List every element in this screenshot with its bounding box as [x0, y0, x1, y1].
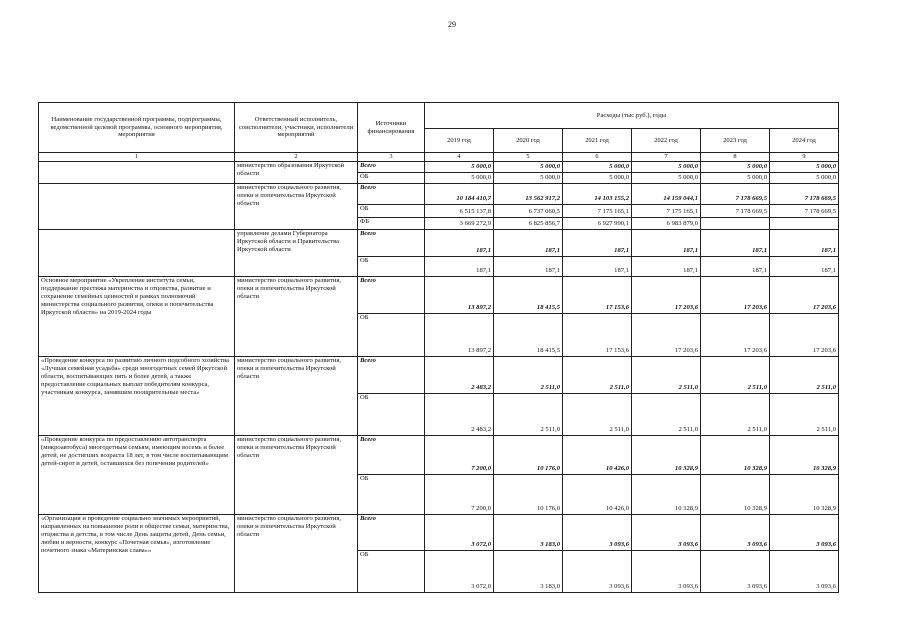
expense-value: 7 175 165,1	[563, 205, 632, 218]
expense-value: 7 175 165,1	[632, 205, 701, 218]
expense-value: 6 983 879,0	[632, 218, 701, 230]
measure-name: Основное мероприятие «Укрепление института семьи, поддержание престижа материнства и отцовства, развитие и сохранение семейных ценностей в рамках полномочий министерства социального развития, опеки и попечительства Иркутской области» на 2019-2024 годы	[39, 277, 235, 357]
expense-value: 17 153,6	[563, 314, 632, 357]
expense-value: 17 203,6	[632, 277, 701, 314]
expense-value: 7 200,0	[425, 475, 494, 515]
expense-value: 3 093,6	[770, 515, 839, 551]
expense-value: 2 511,0	[770, 394, 839, 436]
table-row	[39, 162, 839, 173]
expense-value: 187,1	[494, 230, 563, 257]
expense-value: 5 000,0	[770, 162, 839, 173]
expense-value: 3 093,6	[701, 515, 770, 551]
expense-value: 187,1	[701, 257, 770, 277]
expense-value: 6 515 137,8	[425, 205, 494, 218]
expense-value: 7 200,0	[425, 436, 494, 475]
expense-value: 5 000,0	[701, 162, 770, 173]
expense-value: 10 328,9	[632, 475, 701, 515]
funding-source: ОБ	[358, 205, 425, 218]
expense-value: 5 000,0	[701, 173, 770, 184]
expense-value: 2 511,0	[632, 357, 701, 394]
column-index: 3	[358, 153, 425, 162]
expense-value: 2 483,2	[425, 357, 494, 394]
expense-value: 17 203,6	[701, 277, 770, 314]
executor-name: управление делами Губернатора Иркутской области и Правительства Иркутской области	[235, 230, 358, 277]
executor-name: министерство социального развития, опеки и попечительства Иркутской области	[235, 515, 358, 593]
expense-value: 5 000,0	[563, 173, 632, 184]
funding-source: ОБ	[358, 173, 425, 184]
expense-value: 5 000,0	[632, 162, 701, 173]
table-row	[39, 436, 839, 475]
expense-value: 7 178 669,5	[770, 184, 839, 205]
funding-source: ОБ	[358, 551, 425, 593]
expense-value: 2 483,2	[425, 394, 494, 436]
expense-value: 5 000,0	[770, 173, 839, 184]
header-name: Наименование государственной программы, подпрограммы, ведомственной целевой программы, основного мероприятия, мероприятия	[39, 103, 235, 153]
expense-value: 6 737 060,5	[494, 205, 563, 218]
executor-name: министерство социального развития, опеки и попечительства Иркутской области	[235, 277, 358, 357]
expense-value: 17 153,6	[563, 277, 632, 314]
expense-value: 5 000,0	[494, 173, 563, 184]
column-index: 7	[632, 153, 701, 162]
expense-value: 3 093,6	[563, 515, 632, 551]
expense-value: 14 103 155,2	[563, 184, 632, 205]
expense-value: 10 328,9	[701, 475, 770, 515]
expense-value: 7 178 669,5	[701, 205, 770, 218]
expense-value: 10 176,0	[494, 436, 563, 475]
column-index: 9	[770, 153, 839, 162]
expense-value: 187,1	[563, 257, 632, 277]
measure-name: «Проведение конкурса по развитию личного подсобного хозяйства «Лучшая семейная усадьба» среди многодетных семей Иркутской области, воспитывающих пять и более детей, а также предоставление социальных выплат победителям конкурса, участникам конкурса, занявшим поощрительные места»	[39, 357, 235, 436]
measure-name	[39, 162, 235, 184]
expense-value: 5 000,0	[425, 173, 494, 184]
expenses-table	[38, 102, 839, 593]
expense-value: 18 415,5	[494, 277, 563, 314]
page-number: 29	[448, 20, 456, 29]
column-index: 4	[425, 153, 494, 162]
executor-name: министерство образования Иркутской области	[235, 162, 358, 184]
funding-source: ОБ	[358, 314, 425, 357]
expense-value: 6 927 990,1	[563, 218, 632, 230]
expense-value: 2 511,0	[494, 394, 563, 436]
executor-name: министерство социального развития, опеки и попечительства Иркутской области	[235, 436, 358, 515]
table-row	[39, 357, 839, 394]
expense-value: 3 183,0	[494, 515, 563, 551]
expense-value: 2 511,0	[563, 394, 632, 436]
expense-value: 17 203,6	[632, 314, 701, 357]
measure-name	[39, 184, 235, 230]
funding-source: ОБ	[358, 257, 425, 277]
expense-value: 10 426,0	[563, 436, 632, 475]
expense-value: 3 183,0	[494, 551, 563, 593]
expense-value: 187,1	[632, 230, 701, 257]
expense-value: 10 328,9	[770, 436, 839, 475]
measure-name: «Организация и проведение социально значимых мероприятий, направленных на повышение роли в обществе семьи, материнства, отцовства и детства, в том числе День защиты детей, День семьи, любви и верности, конкурс «Почетная семья», изготовление почетного знака «Материнская слава»»	[39, 515, 235, 593]
expense-value: 187,1	[425, 257, 494, 277]
expense-value: 2 511,0	[701, 357, 770, 394]
expense-value: 3 093,6	[632, 551, 701, 593]
expense-value: 14 159 044,1	[632, 184, 701, 205]
expense-value: 10 184 410,7	[425, 184, 494, 205]
funding-source: Всего	[358, 357, 425, 394]
expense-value: 2 511,0	[632, 394, 701, 436]
table-row	[39, 184, 839, 205]
expense-value: 187,1	[770, 230, 839, 257]
expense-value: 187,1	[770, 257, 839, 277]
expense-value: 3 093,6	[701, 551, 770, 593]
expense-value	[701, 218, 770, 230]
column-index: 5	[494, 153, 563, 162]
measure-name	[39, 230, 235, 277]
funding-source: ФБ	[358, 218, 425, 230]
expense-value: 2 511,0	[770, 357, 839, 394]
expense-value: 7 178 669,5	[770, 205, 839, 218]
expense-value: 3 093,6	[632, 515, 701, 551]
expense-value: 187,1	[425, 230, 494, 257]
year-header: 2021 год	[563, 129, 632, 153]
funding-source: Всего	[358, 230, 425, 257]
expense-value: 5 000,0	[425, 162, 494, 173]
funding-source: Всего	[358, 162, 425, 173]
funding-source: ОБ	[358, 394, 425, 436]
expense-value: 187,1	[701, 230, 770, 257]
expense-value: 17 203,6	[770, 314, 839, 357]
table-row	[39, 230, 839, 257]
measure-name: «Проведение конкурса по предоставлению автотранспорта (микроавтобуса) многодетным семьям, имеющим восемь и более детей, не достигших возраста 18 лет, в том числе воспитывающим детей-сирот и детей, оставшихся без попечения родителей»	[39, 436, 235, 515]
expense-value: 5 000,0	[563, 162, 632, 173]
expense-value: 13 562 917,2	[494, 184, 563, 205]
expense-value: 187,1	[563, 230, 632, 257]
expense-value: 2 511,0	[701, 394, 770, 436]
year-header: 2024 год	[770, 129, 839, 153]
expense-value: 13 897,2	[425, 314, 494, 357]
funding-source: Всего	[358, 515, 425, 551]
expense-value: 10 328,9	[701, 436, 770, 475]
year-header: 2022 год	[632, 129, 701, 153]
expense-value: 5 000,0	[632, 173, 701, 184]
header-source: Источники финансирования	[358, 103, 425, 153]
column-index: 6	[563, 153, 632, 162]
header-executor: Ответственный исполнитель, соисполнители, участники, исполнители мероприятий	[235, 103, 358, 153]
expense-value: 3 669 272,9	[425, 218, 494, 230]
expense-value: 2 511,0	[494, 357, 563, 394]
column-index: 2	[235, 153, 358, 162]
expense-value: 17 203,6	[701, 314, 770, 357]
executor-name: министерство социального развития, опеки и попечительства Иркутской области	[235, 184, 358, 230]
column-index: 8	[701, 153, 770, 162]
table-row	[39, 515, 839, 551]
expense-value: 17 203,6	[770, 277, 839, 314]
expense-value: 5 000,0	[494, 162, 563, 173]
expense-value: 7 178 669,5	[701, 184, 770, 205]
expense-value: 3 072,0	[425, 515, 494, 551]
executor-name: министерство социального развития, опеки и попечительства Иркутской области	[235, 357, 358, 436]
expense-value	[770, 218, 839, 230]
funding-source: Всего	[358, 436, 425, 475]
expense-value: 187,1	[632, 257, 701, 277]
funding-source: Всего	[358, 184, 425, 205]
expense-value: 18 415,5	[494, 314, 563, 357]
expense-value: 3 093,6	[563, 551, 632, 593]
header-expenses: Расходы (тыс.руб.), годы	[425, 103, 839, 129]
year-header: 2020 год	[494, 129, 563, 153]
expense-value: 3 072,0	[425, 551, 494, 593]
expense-value: 3 093,6	[770, 551, 839, 593]
expense-value: 187,1	[494, 257, 563, 277]
table-row	[39, 277, 839, 314]
expense-value: 6 825 856,7	[494, 218, 563, 230]
column-index: 1	[39, 153, 235, 162]
expense-value: 10 176,0	[494, 475, 563, 515]
expense-value: 10 328,9	[632, 436, 701, 475]
year-header: 2019 год	[425, 129, 494, 153]
expense-value: 10 328,9	[770, 475, 839, 515]
funding-source: Всего	[358, 277, 425, 314]
funding-source: ОБ	[358, 475, 425, 515]
expense-value: 2 511,0	[563, 357, 632, 394]
year-header: 2023 год	[701, 129, 770, 153]
expense-value: 10 426,0	[563, 475, 632, 515]
expense-value: 13 897,2	[425, 277, 494, 314]
